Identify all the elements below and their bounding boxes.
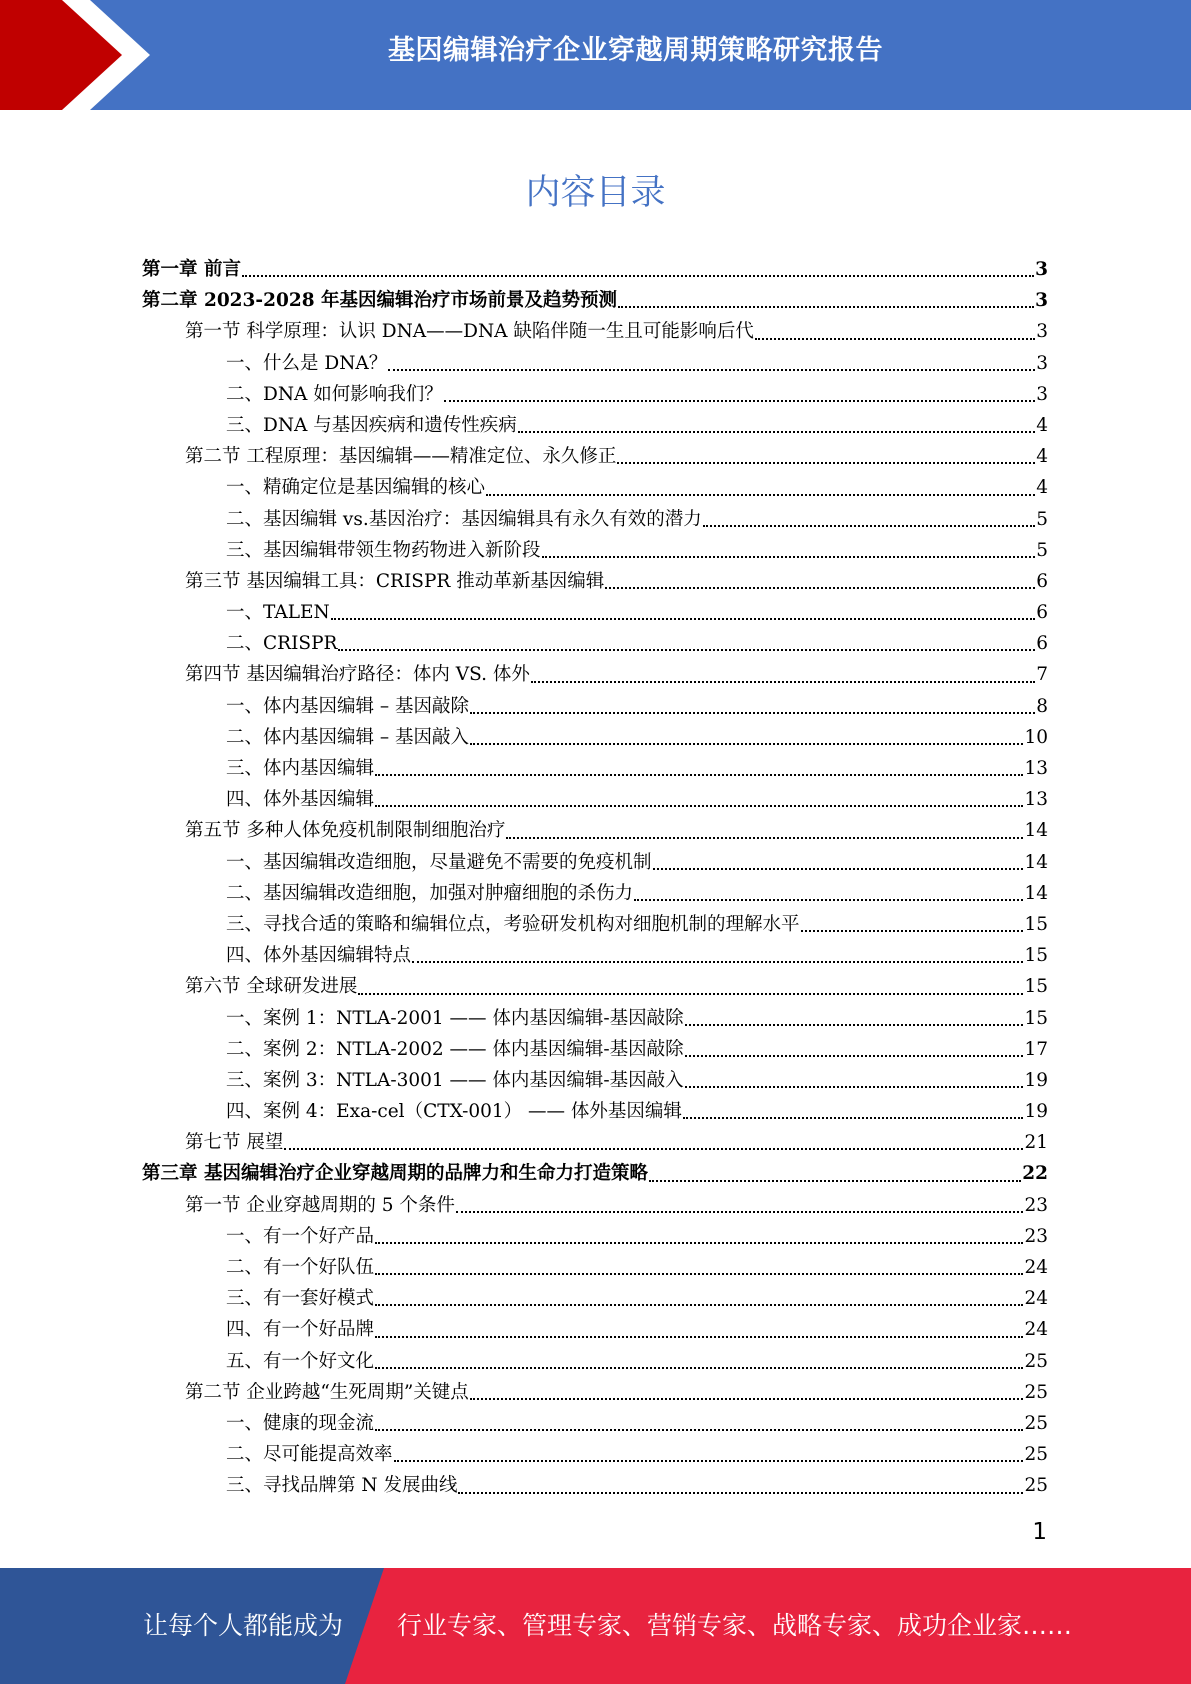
toc-dot-leader [456, 1210, 1024, 1213]
toc-subsection-entry[interactable] [142, 379, 1048, 410]
toc-section-entry[interactable] [142, 659, 1048, 690]
toc-dot-leader [358, 992, 1023, 995]
toc-entry-title: 一、什么是 DNA？ [226, 352, 388, 374]
report-header [0, 0, 1191, 110]
toc-dot-leader [375, 1428, 1023, 1431]
toc-entry-title: 二、基因编辑改造细胞，加强对肿瘤细胞的杀伤力 [226, 882, 634, 904]
toc-dot-leader [506, 836, 1023, 839]
toc-entry-title: 三、案例 3：NTLA-3001 —— 体内基因编辑-基因敲入 [226, 1069, 684, 1091]
toc-entry-title: 三、DNA 与基因疾病和遗传性疾病 [226, 414, 517, 436]
toc-entry-title: 第二节 工程原理：基因编辑——精准定位、永久修正 [185, 446, 617, 468]
toc-entry-title: 四、案例 4：Exa-cel（CTX-001） —— 体外基因编辑 [226, 1101, 682, 1123]
toc-subsection-entry[interactable] [142, 1408, 1048, 1439]
toc-subsection-entry[interactable] [142, 1314, 1048, 1345]
toc-entry-page: 21 [1024, 1132, 1048, 1154]
toc-entry-title: 三、有一套好模式 [226, 1288, 375, 1310]
toc-entry-page: 15 [1024, 976, 1048, 998]
toc-entry-page: 3 [1035, 290, 1048, 312]
toc-subsection-entry[interactable] [142, 1034, 1048, 1065]
toc-dot-leader [338, 648, 1035, 651]
toc-entry-title: 一、精确定位是基因编辑的核心 [226, 477, 486, 499]
toc-dot-leader [331, 617, 1036, 620]
toc-subsection-entry[interactable] [142, 348, 1048, 379]
toc-dot-leader [444, 399, 1035, 402]
toc-dot-leader [375, 1241, 1023, 1244]
toc-entry-title: 三、体内基因编辑 [226, 758, 375, 779]
toc-dot-leader [518, 430, 1035, 433]
toc-entry-page: 6 [1036, 570, 1048, 592]
page-number: 1 [1032, 1519, 1047, 1545]
toc-subsection-entry[interactable] [142, 1221, 1048, 1252]
toc-chapter-entry[interactable] [142, 285, 1048, 316]
toc-dot-leader [486, 493, 1035, 496]
table-of-contents [142, 254, 1048, 1502]
toc-entry-title: 三、寻找合适的策略和编辑位点，考验研发机构对细胞机制的理解水平 [226, 913, 800, 935]
toc-section-entry[interactable] [142, 971, 1048, 1002]
toc-subsection-entry[interactable] [142, 1283, 1048, 1314]
toc-chapter-entry[interactable] [142, 1158, 1048, 1189]
toc-section-entry[interactable] [142, 1127, 1048, 1158]
toc-entry-title: 第一节 科学原理：认识 DNA——DNA 缺陷伴随一生且可能影响后代 [185, 321, 754, 343]
toc-subsection-entry[interactable] [142, 1470, 1048, 1501]
toc-entry-title: 一、有一个好产品 [226, 1225, 375, 1247]
toc-section-entry[interactable] [142, 815, 1048, 846]
toc-entry-title: 第七节 展望 [185, 1132, 284, 1154]
toc-entry-page: 15 [1024, 1007, 1048, 1029]
toc-entry-title: 一、案例 1：NTLA-2001 —— 体内基因编辑-基因敲除 [226, 1007, 684, 1029]
toc-entry-page: 5 [1036, 539, 1048, 561]
toc-dot-leader [375, 1272, 1023, 1275]
toc-subsection-entry[interactable] [142, 1003, 1048, 1034]
toc-entry-page: 5 [1036, 508, 1048, 530]
toc-dot-leader [649, 1179, 1021, 1182]
toc-entry-title: 一、TALEN [226, 602, 330, 624]
toc-entry-page: 24 [1024, 1257, 1048, 1278]
toc-dot-leader [685, 1054, 1024, 1057]
toc-entry-title: 第六节 全球研发进展 [185, 976, 358, 998]
toc-section-entry[interactable] [142, 566, 1048, 597]
toc-entry-title: 四、体外基因编辑 [226, 789, 375, 811]
toc-entry-page: 4 [1036, 414, 1048, 436]
toc-dot-leader [375, 1303, 1023, 1306]
toc-entry-page: 25 [1024, 1444, 1048, 1466]
toc-section-entry[interactable] [142, 316, 1048, 347]
toc-entry-page: 24 [1024, 1288, 1048, 1310]
toc-subsection-entry[interactable] [142, 784, 1048, 815]
toc-subsection-entry[interactable] [142, 535, 1048, 566]
toc-entry-page: 7 [1036, 664, 1048, 686]
toc-entry-title: 一、体内基因编辑 – 基因敲除 [226, 695, 470, 717]
toc-entry-title: 一、健康的现金流 [226, 1412, 375, 1434]
toc-entry-title: 第一节 企业穿越周期的 5 个条件 [185, 1194, 455, 1216]
toc-subsection-entry[interactable] [142, 472, 1048, 503]
toc-dot-leader [394, 1459, 1024, 1462]
toc-entry-page: 17 [1024, 1038, 1048, 1060]
toc-subsection-entry[interactable] [142, 1065, 1048, 1096]
toc-section-entry[interactable] [142, 1377, 1048, 1408]
toc-entry-title: 第一章 前言 [142, 259, 241, 280]
toc-entry-page: 25 [1024, 1381, 1048, 1403]
toc-dot-leader [284, 1147, 1023, 1150]
toc-entry-page: 3 [1036, 383, 1048, 405]
toc-dot-leader [412, 960, 1023, 963]
toc-entry-page: 25 [1024, 1350, 1048, 1372]
toc-subsection-entry[interactable] [142, 1439, 1048, 1470]
toc-entry-page: 22 [1022, 1163, 1048, 1185]
toc-dot-leader [653, 867, 1024, 870]
toc-dot-leader [685, 1023, 1024, 1026]
toc-entry-page: 3 [1035, 259, 1048, 280]
toc-entry-page: 15 [1024, 913, 1048, 935]
toc-entry-page: 4 [1036, 446, 1048, 468]
toc-dot-leader [470, 1397, 1024, 1400]
toc-section-entry[interactable] [142, 1190, 1048, 1221]
toc-subsection-entry[interactable] [142, 722, 1048, 753]
toc-subsection-entry[interactable] [142, 753, 1048, 784]
toc-entry-title: 一、基因编辑改造细胞，尽量避免不需要的免疫机制 [226, 851, 652, 873]
toc-entry-title: 二、尽可能提高效率 [226, 1444, 393, 1466]
toc-entry-title: 二、有一个好队伍 [226, 1257, 375, 1278]
toc-entry-page: 13 [1024, 758, 1048, 779]
footer-slogan-roles: 行业专家、管理专家、营销专家、战略专家、成功企业家…… [397, 1611, 1073, 1640]
toc-subsection-entry[interactable] [142, 691, 1048, 722]
toc-dot-leader [388, 368, 1035, 371]
toc-entry-page: 4 [1036, 477, 1048, 499]
toc-dot-leader [458, 1491, 1023, 1494]
toc-entry-page: 15 [1024, 945, 1048, 967]
toc-dot-leader [683, 1116, 1024, 1119]
toc-dot-leader [375, 773, 1023, 776]
toc-entry-page: 23 [1024, 1194, 1048, 1216]
toc-entry-page: 6 [1036, 633, 1048, 655]
toc-entry-page: 3 [1036, 352, 1048, 374]
toc-entry-page: 14 [1024, 882, 1048, 904]
toc-subsection-entry[interactable] [142, 1346, 1048, 1377]
toc-dot-leader [801, 929, 1024, 932]
toc-subsection-entry[interactable] [142, 504, 1048, 535]
report-title: 基因编辑治疗企业穿越周期策略研究报告 [388, 35, 883, 66]
toc-entry-page: 13 [1024, 789, 1048, 811]
toc-dot-leader [375, 804, 1023, 807]
toc-dot-leader [685, 1085, 1024, 1088]
toc-entry-page: 14 [1024, 851, 1048, 873]
toc-entry-title: 第二章 2023-2028 年基因编辑治疗市场前景及趋势预测 [142, 290, 618, 312]
toc-dot-leader [617, 461, 1035, 464]
toc-dot-leader [375, 1366, 1023, 1369]
toc-dot-leader [470, 742, 1023, 745]
toc-entry-title: 第二节 企业跨越“生死周期”关键点 [185, 1381, 469, 1403]
toc-entry-page: 6 [1036, 602, 1048, 624]
toc-subsection-entry[interactable] [142, 940, 1048, 971]
toc-dot-leader [703, 524, 1036, 527]
toc-dot-leader [242, 274, 1034, 277]
toc-chapter-entry[interactable] [142, 254, 1048, 285]
toc-entry-title: 第三节 基因编辑工具：CRISPR 推动革新基因编辑 [185, 570, 605, 592]
toc-entry-page: 10 [1024, 726, 1048, 748]
toc-entry-page: 14 [1024, 820, 1048, 842]
toc-dot-leader [531, 680, 1035, 683]
toc-dot-leader [634, 898, 1023, 901]
toc-subsection-entry[interactable] [142, 628, 1048, 659]
toc-entry-page: 23 [1024, 1225, 1048, 1247]
toc-dot-leader [605, 586, 1035, 589]
report-footer [0, 1568, 1191, 1684]
toc-entry-title: 第五节 多种人体免疫机制限制细胞治疗 [185, 820, 506, 842]
toc-subsection-entry[interactable] [142, 410, 1048, 441]
toc-subsection-entry[interactable] [142, 909, 1048, 940]
toc-entry-title: 第四节 基因编辑治疗路径：体内 VS. 体外 [185, 664, 530, 686]
toc-entry-title: 二、CRISPR [226, 633, 338, 655]
toc-entry-title: 第三章 基因编辑治疗企业穿越周期的品牌力和生命力打造策略 [142, 1163, 648, 1185]
toc-entry-title: 二、基因编辑 vs.基因治疗：基因编辑具有永久有效的潜力 [226, 508, 702, 530]
toc-dot-leader [470, 711, 1035, 714]
toc-subsection-entry[interactable] [142, 597, 1048, 628]
toc-dot-leader [375, 1335, 1023, 1338]
toc-heading: 内容目录 [525, 173, 666, 213]
toc-dot-leader [618, 305, 1034, 308]
toc-entry-page: 3 [1036, 321, 1048, 343]
toc-entry-page: 25 [1024, 1475, 1048, 1497]
toc-entry-page: 19 [1024, 1101, 1048, 1123]
toc-entry-title: 二、体内基因编辑 – 基因敲入 [226, 726, 470, 748]
toc-entry-title: 三、基因编辑带领生物药物进入新阶段 [226, 539, 541, 561]
toc-subsection-entry[interactable] [142, 1096, 1048, 1127]
footer-slogan-lead: 让每个人都能成为 [143, 1611, 344, 1640]
toc-dot-leader [755, 337, 1035, 340]
toc-entry-title: 四、体外基因编辑特点 [226, 945, 412, 967]
toc-entry-page: 19 [1024, 1069, 1048, 1091]
toc-entry-title: 四、有一个好品牌 [226, 1319, 375, 1341]
toc-dot-leader [542, 555, 1036, 558]
toc-subsection-entry[interactable] [142, 878, 1048, 909]
toc-subsection-entry[interactable] [142, 1252, 1048, 1283]
toc-entry-title: 五、有一个好文化 [226, 1350, 375, 1372]
toc-section-entry[interactable] [142, 441, 1048, 472]
toc-entry-page: 25 [1024, 1412, 1048, 1434]
toc-subsection-entry[interactable] [142, 847, 1048, 878]
toc-entry-title: 二、案例 2：NTLA-2002 —— 体内基因编辑-基因敲除 [226, 1038, 684, 1060]
toc-entry-page: 8 [1036, 695, 1048, 717]
toc-entry-page: 24 [1024, 1319, 1048, 1341]
toc-entry-title: 三、寻找品牌第 N 发展曲线 [226, 1475, 458, 1497]
toc-entry-title: 二、DNA 如何影响我们？ [226, 383, 443, 405]
